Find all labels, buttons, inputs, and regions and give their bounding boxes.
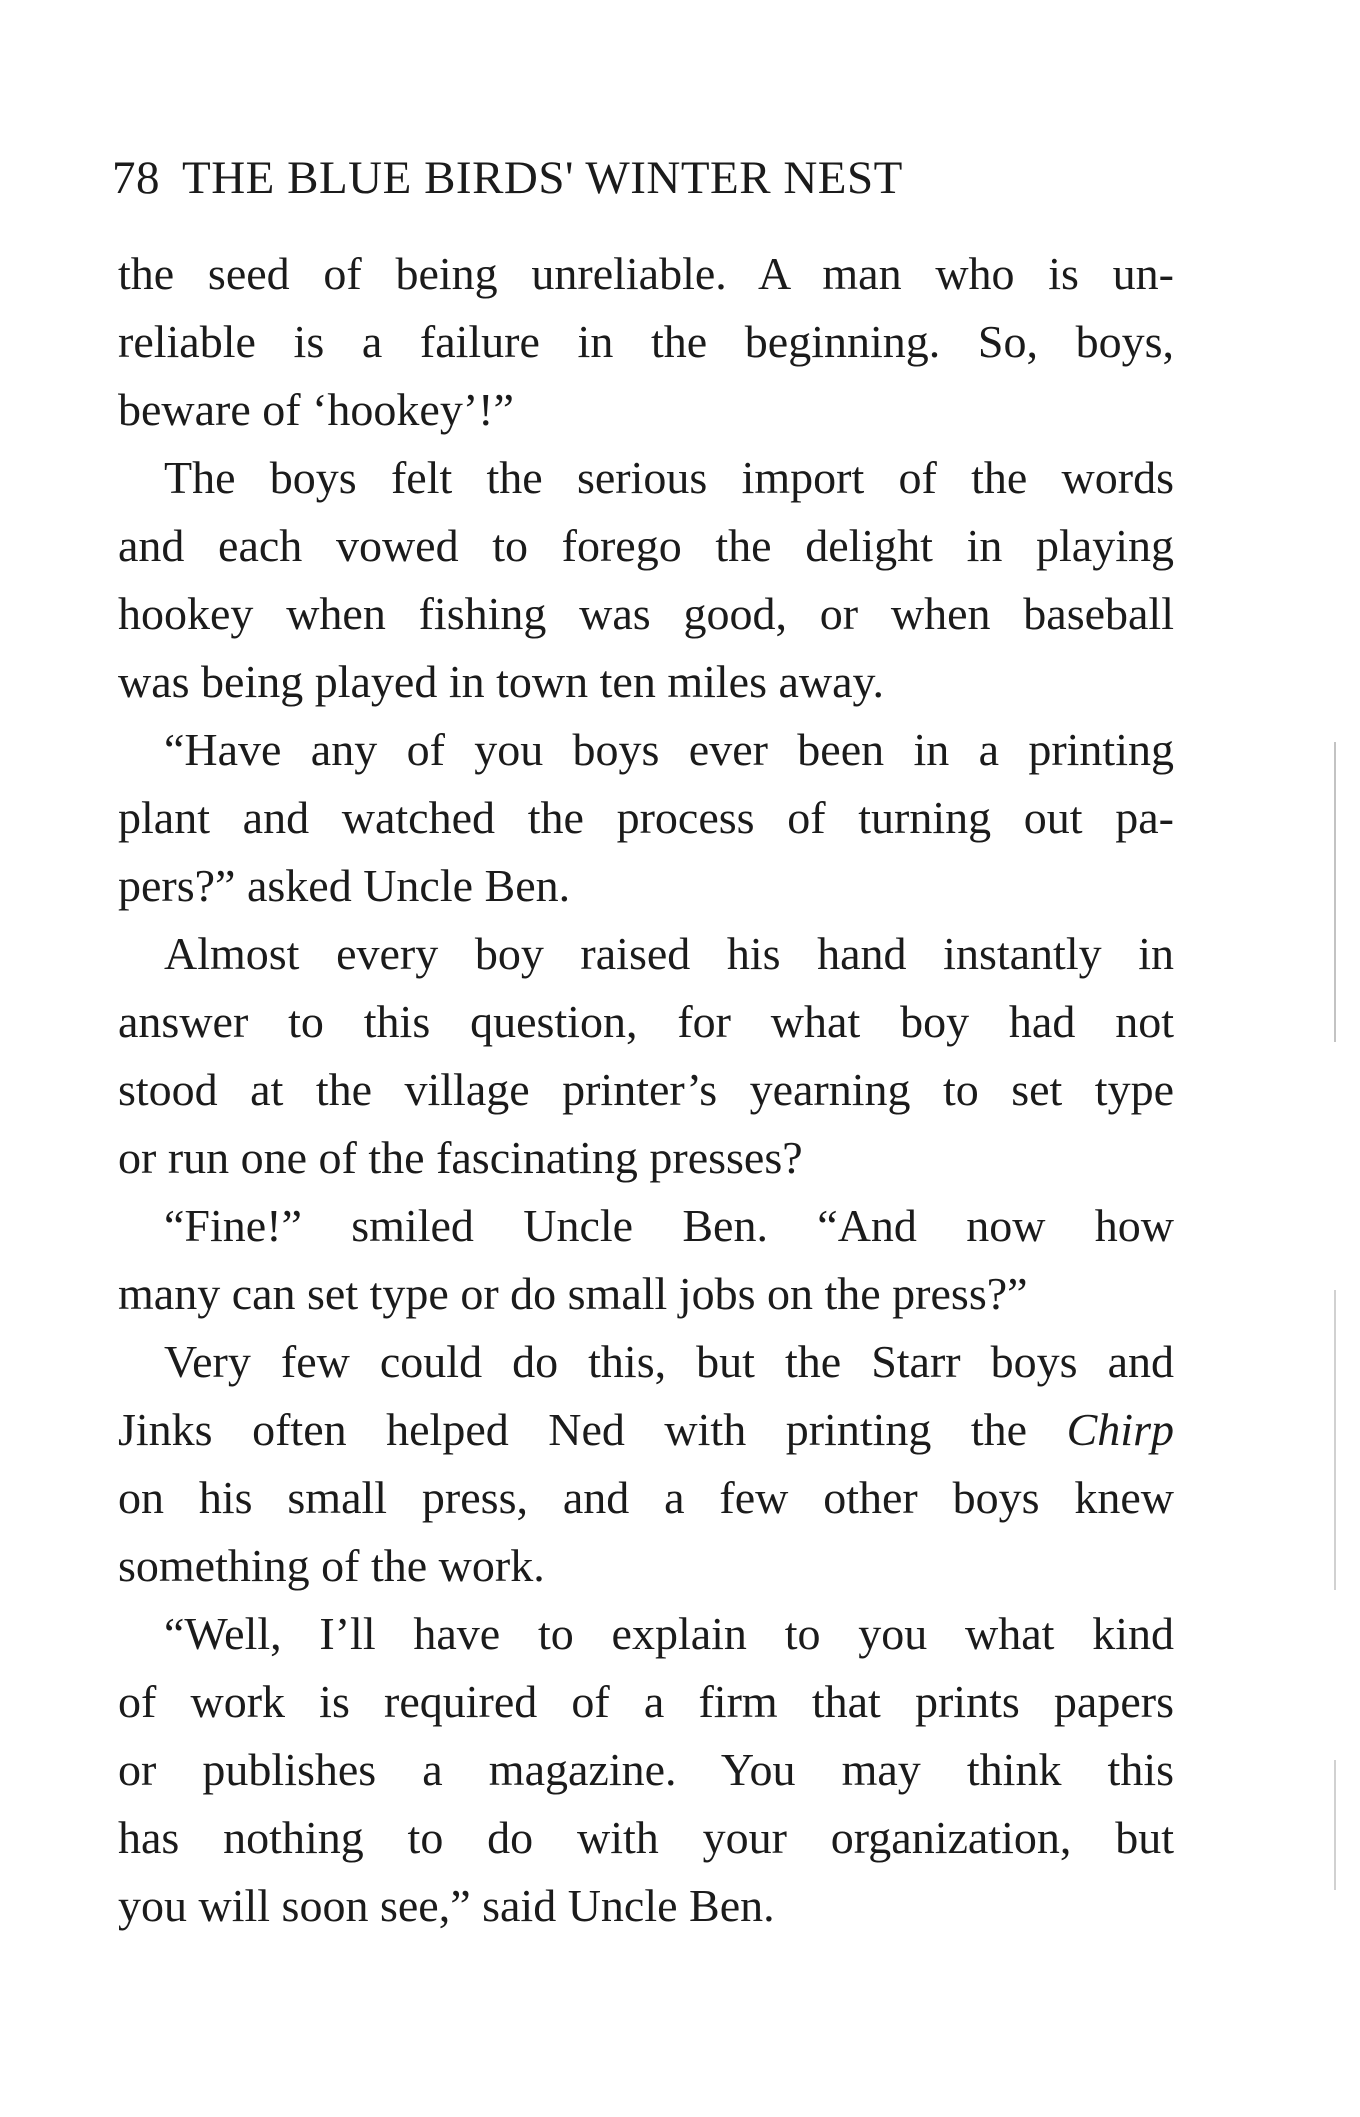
text-line: was being played in town ten miles away.: [118, 656, 885, 707]
scan-mark: [1334, 1290, 1336, 1590]
text-line: answer to this question, for what boy had not: [118, 996, 1174, 1047]
text-line: stood at the village printer’s yearning to set type: [118, 1064, 1174, 1115]
text-line: the seed of being unreliable. A man who is un-: [118, 248, 1174, 299]
text-line: Jinks often helped Ned with printing the Chirp: [118, 1404, 1174, 1455]
text-line: or publishes a magazine. You may think this: [118, 1744, 1174, 1795]
italic-title: Chirp: [1066, 1404, 1174, 1455]
text-line: of work is required of a firm that prints papers: [118, 1676, 1174, 1727]
scan-mark: [1334, 1760, 1336, 1890]
text-line: “Have any of you boys ever been in a printing: [164, 724, 1174, 775]
text-line: plant and watched the process of turning out pa-: [118, 792, 1174, 843]
text-line: Very few could do this, but the Starr boys and: [164, 1336, 1174, 1387]
text-line: you will soon see,” said Uncle Ben.: [118, 1880, 775, 1931]
text-line: reliable is a failure in the beginning. So, boys,: [118, 316, 1174, 367]
running-title: THE BLUE BIRDS' WINTER NEST: [182, 152, 903, 204]
text-line: “Well, I’ll have to explain to you what kind: [164, 1608, 1174, 1659]
text-line: hookey when fishing was good, or when baseball: [118, 588, 1174, 639]
text-line: and each vowed to forego the delight in playing: [118, 520, 1174, 571]
page-number: 78: [112, 152, 160, 204]
text-line: something of the work.: [118, 1540, 545, 1591]
text-line: or run one of the fascinating presses?: [118, 1132, 803, 1183]
text-line: “Fine!” smiled Uncle Ben. “And now how: [164, 1200, 1174, 1251]
text-line: The boys felt the serious import of the words: [164, 452, 1174, 503]
text-line: has nothing to do with your organization, but: [118, 1812, 1174, 1863]
text-line: on his small press, and a few other boys knew: [118, 1472, 1174, 1523]
text-line: Almost every boy raised his hand instantly in: [164, 928, 1174, 979]
text-line: beware of ‘hookey’!”: [118, 384, 514, 435]
body-text: [118, 240, 1174, 1940]
scan-mark: [1334, 742, 1336, 1042]
running-header: [112, 148, 1176, 208]
text-line: pers?” asked Uncle Ben.: [118, 860, 571, 911]
text-line: many can set type or do small jobs on the press?”: [118, 1268, 1028, 1319]
